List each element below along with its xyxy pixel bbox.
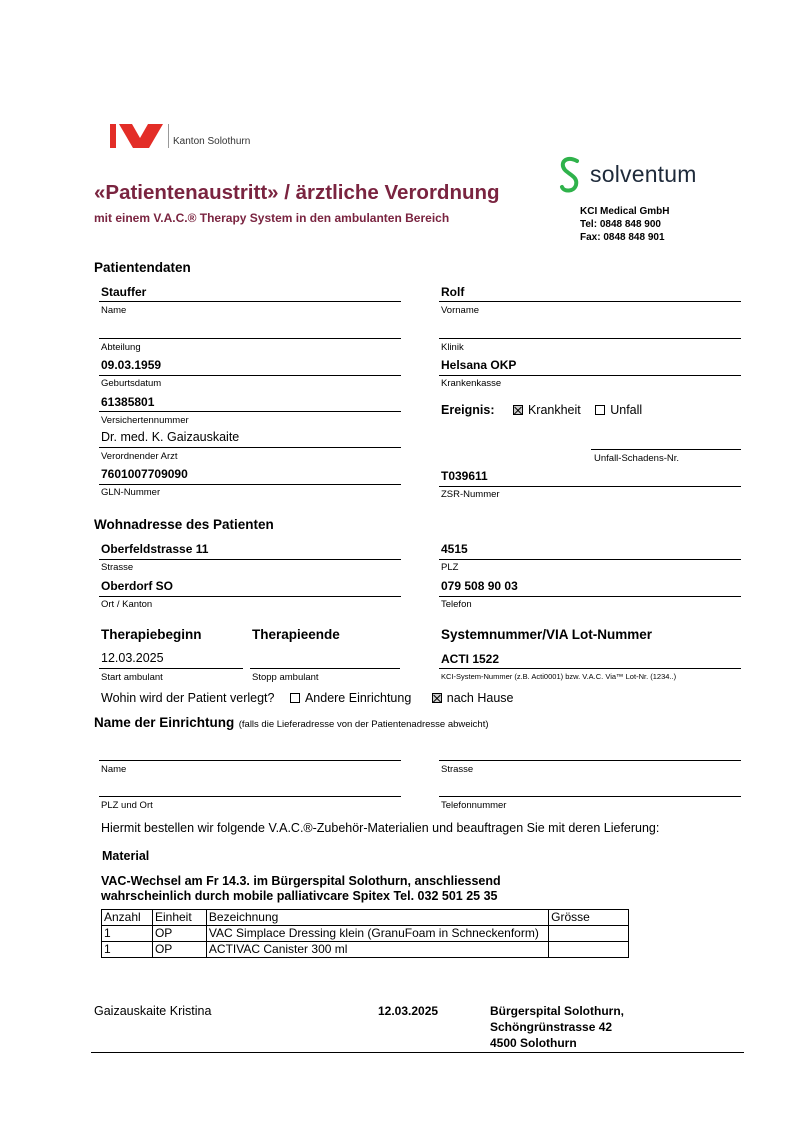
plz-label: PLZ (441, 562, 459, 573)
arzt-value[interactable]: Dr. med. K. Gaizauskaite (101, 430, 240, 444)
stopp-label: Stopp ambulant (252, 672, 319, 683)
document-title: «Patientenaustritt» / ärztliche Verordnung (94, 181, 500, 204)
signature-date: 12.03.2025 (378, 1004, 439, 1018)
plz-value[interactable]: 4515 (441, 542, 468, 556)
ereignis-row (441, 401, 642, 419)
system-value[interactable]: ACTI 1522 (441, 652, 500, 666)
row-groesse (549, 926, 629, 942)
einrichtung-strasse-label: Strasse (441, 764, 474, 775)
versichertennummer-label: Versichertennummer (101, 415, 189, 426)
hospital-line-3: 4500 Solothurn (490, 1036, 577, 1050)
section-patientendaten: Patientendaten (94, 260, 191, 275)
vorname-label: Vorname (441, 305, 480, 316)
document-subtitle: mit einem V.A.C.® Therapy System in den ambulanten Bereich (94, 211, 450, 225)
systemnummer-title: Systemnummer/VIA Lot-Nummer (441, 627, 653, 642)
col-groesse: Grösse (549, 910, 629, 926)
einrichtung-name-label: Name (101, 764, 127, 775)
row-bezeichnung: ACTIVAC Canister 300 ml (206, 942, 548, 958)
row-groesse (549, 942, 629, 958)
row-anzahl: 1 (102, 926, 153, 942)
therapieende-title: Therapieende (252, 627, 340, 642)
verlegung-question: Wohin wird der Patient verlegt? (101, 691, 275, 705)
canton-name: Kanton Solothurn (173, 136, 251, 147)
abteilung-label: Abteilung (101, 342, 141, 353)
unfall-schadens-label: Unfall-Schadens-Nr. (594, 453, 680, 464)
canton-logo-icon (110, 124, 166, 148)
telefon-label: Telefon (441, 599, 472, 610)
table-row (102, 942, 629, 958)
krankheit-checkbox[interactable] (513, 405, 523, 415)
col-anzahl: Anzahl (102, 910, 153, 926)
system-label: KCI-System-Nummer (z.B. Acti0001) bzw. V.A.C. Via™ Lot-Nr. (1234..) (441, 672, 677, 681)
material-table (101, 909, 629, 958)
material-title: Material (102, 849, 150, 863)
table-header-row (102, 910, 629, 926)
order-note-1: VAC-Wechsel am Fr 14.3. im Bürgerspital Solothurn, anschliessend (101, 874, 501, 888)
row-einheit: OP (152, 942, 206, 958)
hospital-line-2: Schöngrünstrasse 42 (490, 1020, 613, 1034)
einrichtung-header (94, 714, 489, 732)
col-bezeichnung: Bezeichnung (206, 910, 548, 926)
signer-name: Gaizauskaite Kristina (94, 1004, 212, 1018)
solventum-brand: solventum (590, 161, 697, 187)
ort-value[interactable]: Oberdorf SO (101, 579, 174, 593)
andere-einrichtung-label: Andere Einrichtung (304, 691, 412, 705)
vorname-value[interactable]: Rolf (441, 285, 465, 299)
row-anzahl: 1 (102, 942, 153, 958)
andere-einrichtung-checkbox[interactable] (290, 693, 300, 703)
nach-hause-label: nach Hause (446, 691, 514, 705)
order-note-2: wahrscheinlich durch mobile palliativcare Spitex Tel. 032 501 25 35 (101, 889, 498, 903)
einrichtung-note: (falls die Lieferadresse von der Patientenadresse abweicht) (238, 719, 489, 730)
table-row (102, 926, 629, 942)
verlegung-row (101, 691, 513, 705)
unfall-checkbox[interactable] (595, 405, 605, 415)
therapiebeginn-title: Therapiebeginn (101, 627, 202, 642)
start-label: Start ambulant (101, 672, 163, 683)
zsr-value[interactable]: T039611 (441, 469, 488, 483)
name-value[interactable]: Stauffer (101, 285, 147, 299)
einrichtung-plz-label: PLZ und Ort (101, 800, 153, 811)
versichertennummer-value[interactable]: 61385801 (101, 395, 155, 409)
krankenkasse-label: Krankenkasse (441, 378, 502, 389)
company-name: KCI Medical GmbH (580, 206, 670, 217)
name-label: Name (101, 305, 127, 316)
zsr-label: ZSR-Nummer (441, 489, 500, 500)
gln-label: GLN-Nummer (101, 487, 161, 498)
company-fax: Fax: 0848 848 901 (580, 232, 665, 243)
footer-rule (91, 1052, 744, 1053)
einrichtung-telefon-label: Telefonnummer (441, 800, 507, 811)
krankheit-label: Krankheit (527, 403, 581, 417)
section-einrichtung: Name der Einrichtung (94, 715, 235, 730)
solventum-logo (556, 155, 706, 195)
solventum-s-icon (556, 155, 586, 195)
section-wohnadresse: Wohnadresse des Patienten (94, 517, 274, 532)
strasse-label: Strasse (101, 562, 134, 573)
start-value[interactable]: 12.03.2025 (101, 651, 164, 665)
row-einheit: OP (152, 926, 206, 942)
col-einheit: Einheit (152, 910, 206, 926)
canton-logo (110, 124, 251, 148)
geburtsdatum-label: Geburtsdatum (101, 378, 162, 389)
hospital-line-1: Bürgerspital Solothurn, (490, 1004, 625, 1018)
ort-label: Ort / Kanton (101, 599, 153, 610)
ereignis-label: Ereignis: (441, 403, 495, 417)
geburtsdatum-value[interactable]: 09.03.1959 (101, 358, 162, 372)
row-bezeichnung: VAC Simplace Dressing klein (GranuFoam in Schneckenform) (206, 926, 548, 942)
unfall-label: Unfall (610, 403, 643, 417)
nach-hause-checkbox[interactable] (432, 693, 442, 703)
strasse-value[interactable]: Oberfeldstrasse 11 (101, 542, 209, 556)
company-tel: Tel: 0848 848 900 (580, 219, 661, 230)
telefon-value[interactable]: 079 508 90 03 (441, 579, 518, 593)
order-intro: Hiermit bestellen wir folgende V.A.C.®-Zubehör-Materialien und beauftragen Sie mit deren Lieferung: (101, 821, 660, 835)
klinik-label: Klinik (441, 342, 464, 353)
krankenkasse-value[interactable]: Helsana OKP (441, 358, 517, 372)
arzt-label: Verordnender Arzt (101, 451, 178, 462)
gln-value[interactable]: 7601007709090 (101, 467, 188, 481)
